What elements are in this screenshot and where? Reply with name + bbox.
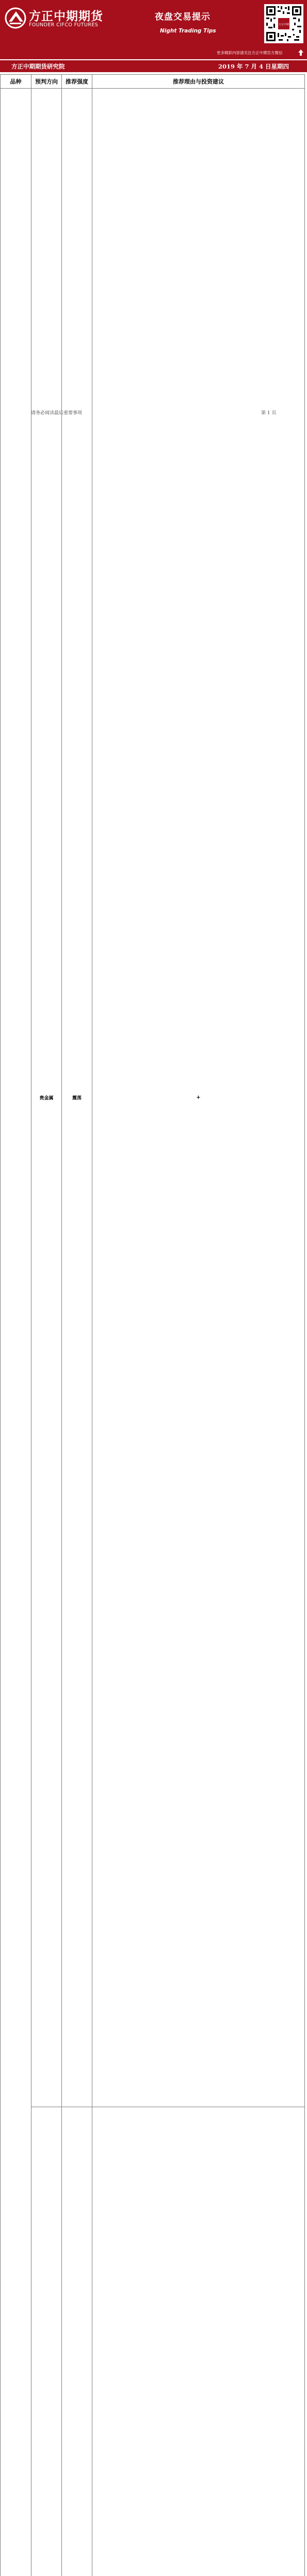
up-arrow-icon [298,49,303,56]
category-cell [1,89,31,2576]
table-row-copper [1,2107,305,2576]
institute-name: 方正中期期货研究院 [11,62,65,71]
header-direction: 预判方向 [31,75,62,89]
logo-english-text: FOUNDER CIFCO FUTURES [29,22,98,28]
direction-cell: 震荡 [62,89,92,2107]
header-banner [0,0,307,59]
product-cell [31,2107,62,2576]
institute-date-bar [0,60,307,72]
report-date: 2019 年 7 月 4 日星期四 [218,62,289,71]
report-title-cn: 夜盘交易提示 [155,9,211,22]
founder-logo-icon [5,7,26,29]
direction-cell [62,2107,92,2576]
disclaimer-note: 请务必阅读最后重要事项 [31,409,82,416]
page-number: 第 1 页 [261,409,276,416]
qr-code-image [264,4,303,43]
strength-cell: + [92,89,305,2107]
recommendation-table [0,74,305,2576]
qr-center-label: 方正中期 [279,23,289,26]
wechat-follow-text: 更多精彩内容请关注方正中期官方微信 [217,50,283,56]
strength-cell [92,2107,305,2576]
table-row-precious-metals [1,89,305,2107]
logo-chinese-text: 方正中期期货 [29,7,103,24]
header-reason: 推荐理由与投资建议 [92,75,305,89]
table-header-row [1,75,305,89]
product-cell: 贵金属 [31,89,62,2107]
report-title-en: Night Trading Tips [160,28,216,34]
header-strength: 推荐强度 [62,75,92,89]
header-product: 品种 [1,75,31,89]
